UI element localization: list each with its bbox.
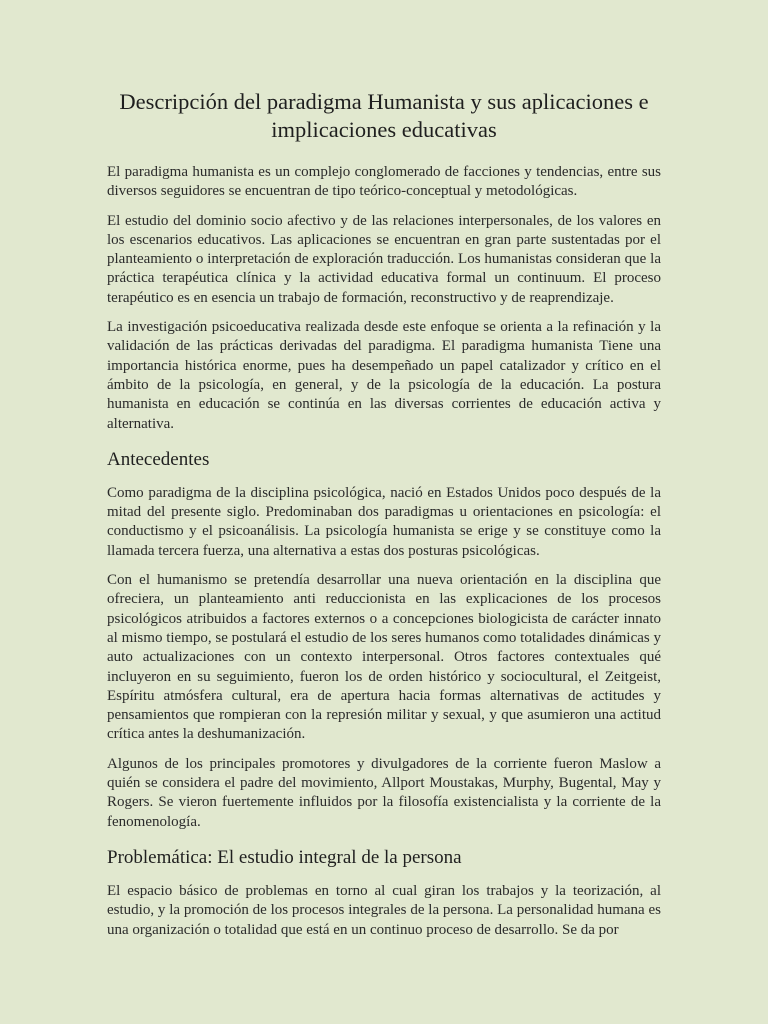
problematica-paragraph-1: El espacio básico de problemas en torno al cual giran los trabajos y la teorización, al estudio, y la promoción de los procesos integrales de la persona. La personalidad humana es una organización o totalidad que está en un continuo proceso de desarrollo. Se da por: [107, 882, 661, 938]
section-heading-problematica: Problemática: El estudio integral de la persona: [107, 846, 462, 868]
intro-paragraph-3: La investigación psicoeducativa realizada desde este enfoque se orienta a la refinación y la validación de las prácticas derivadas del paradigma. El paradigma humanista Tiene una importancia histórica enorme, pues ha desempeñado un papel catalizador y crítico en el ámbito de la psicología, en general, y de la psicología de la educación. La postura humanista en educación se continúa en las diversas corrientes de educación activa y alternativa.: [107, 319, 661, 432]
document-title-line-2: implicaciones educativas: [271, 117, 497, 142]
document-title-line-1: Descripción del paradigma Humanista y sus aplicaciones e: [119, 89, 649, 114]
antecedentes-paragraph-2: Con el humanismo se pretendía desarrollar una nueva orientación en la disciplina que ofreciera, un planteamiento anti reduccionista en las explicaciones de los procesos psicológicos atribuidos a factores externos o a concepciones biologicista de carácter innato al mismo tiempo, se postulará el estudio de los seres humanos como totalidades dinámicas y auto actualizaciones con un contexto interpersonal. Otros factores contextuales qué incluyeron en su seguimiento, fueron los de orden histórico y sociocultural, el Zeitgeist, Espíritu atmósfera cultural, era de apertura hacia formas alternativas de actitudes y pensamientos que rompieran con la represión militar y sexual, y que asumieron una actitud crítica antes la deshumanización.: [107, 572, 661, 743]
intro-paragraph-1: El paradigma humanista es un complejo conglomerado de facciones y tendencias, entre sus diversos seguidores se encuentran de tipo teórico-conceptual y metodológicas.: [107, 164, 661, 200]
antecedentes-paragraph-3: Algunos de los principales promotores y divulgadores de la corriente fueron Maslow a quién se considera el padre del movimiento, Allport Moustakas, Murphy, Bugental, May y Rogers. Se vieron fuertemente influidos por la filosofía existencialista y la corriente de la fenomenología.: [107, 755, 661, 830]
section-heading-antecedentes: Antecedentes: [107, 448, 210, 470]
document-title: [107, 88, 661, 144]
antecedentes-paragraph-1: Como paradigma de la disciplina psicológica, nació en Estados Unidos poco después de la mitad del presente siglo. Predominaban dos paradigmas u orientaciones en psicología: el conductismo y el psicoanálisis. La psicología humanista se erige y se constituye como la llamada tercera fuerza, una alternativa a estas dos posturas psicológicas.: [107, 484, 661, 559]
intro-paragraph-2: El estudio del dominio socio afectivo y de las relaciones interpersonales, de los valores en los escenarios educativos. Las aplicaciones se encuentran en gran parte sustentadas por el planteamiento o interpretación de exploración traducción. Los humanistas consideran que la práctica terapéutica clínica y la actividad educativa formal un continuum. El proceso terapéutico es en esencia un trabajo de formación, reconstructivo y de reaprendizaje.: [107, 212, 661, 306]
